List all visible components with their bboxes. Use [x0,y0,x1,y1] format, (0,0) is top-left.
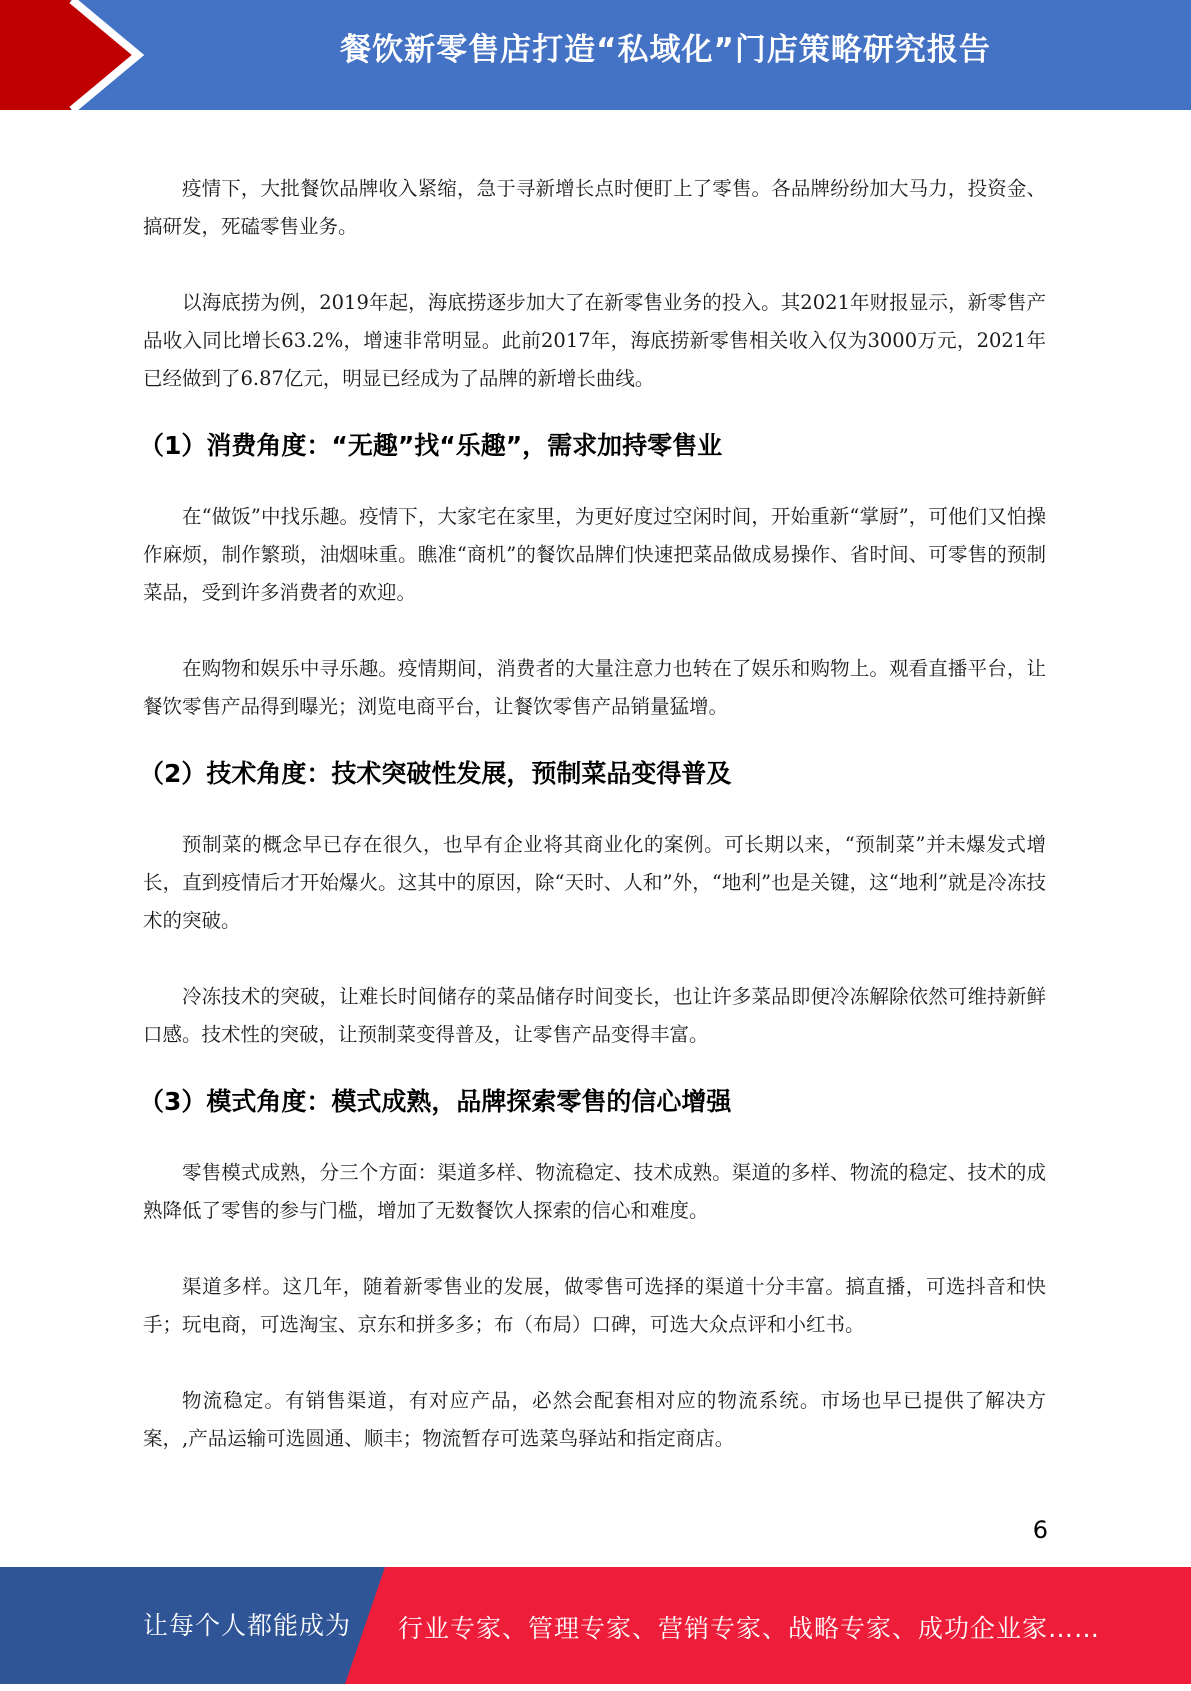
paragraph: 在“做饭”中找乐趣。疫情下，大家宅在家里，为更好度过空闲时间，开始重新“掌厨”，可他们又怕操作麻烦，制作繁琐，油烟味重。瞧准“商机”的餐饮品牌们快速把菜品做成易操作、省时间、可零售的预制菜品，受到许多消费者的欢迎。 [143,505,1046,604]
report-title: 餐饮新零售店打造“私域化”门店策略研究报告 [340,32,991,68]
paragraph: 预制菜的概念早已存在很久，也早有企业将其商业化的案例。可长期以来，“预制菜”并未爆发式增长，直到疫情后才开始爆火。这其中的原因，除“天时、人和”外，“地利”也是关键，这“地利”就是冷冻技术的突破。 [143,833,1046,932]
paragraph: 渠道多样。这几年，随着新零售业的发展，做零售可选择的渠道十分丰富。搞直播，可选抖音和快手；玩电商，可选淘宝、京东和拼多多；布（布局）口碑，可选大众点评和小红书。 [143,1275,1046,1336]
footer-banner [0,1567,1191,1684]
paragraph: 在购物和娱乐中寻乐趣。疫情期间，消费者的大量注意力也转在了娱乐和购物上。观看直播平台，让餐饮零售产品得到曝光；浏览电商平台，让餐饮零售产品销量猛增。 [143,657,1046,718]
page-number: 6 [1032,1516,1048,1544]
paragraph: 物流稳定。有销售渠道，有对应产品，必然会配套相对应的物流系统。市场也早已提供了解决方案，,产品运输可选圆通、顺丰；物流暂存可选菜鸟驿站和指定商店。 [143,1389,1046,1450]
footer-slogan-left: 让每个人都能成为 [143,1611,352,1640]
section-heading: （1）消费角度：“无趣”找“乐趣”，需求加持零售业 [139,431,723,460]
header-bar [0,0,1191,110]
page-content [139,170,1046,1496]
header-arrow-decoration [0,0,160,110]
footer-slogan-right: 行业专家、管理专家、营销专家、战略专家、成功企业家…… [398,1614,1101,1643]
paragraph: 零售模式成熟，分三个方面：渠道多样、物流稳定、技术成熟。渠道的多样、物流的稳定、技术的成熟降低了零售的参与门槛，增加了无数餐饮人探索的信心和难度。 [143,1161,1046,1222]
section-heading: （3）模式角度：模式成熟，品牌探索零售的信心增强 [139,1087,732,1116]
paragraph: 疫情下，大批餐饮品牌收入紧缩，急于寻新增长点时便盯上了零售。各品牌纷纷加大马力，投资金、搞研发，死磕零售业务。 [143,177,1046,238]
paragraph: 冷冻技术的突破，让难长时间储存的菜品储存时间变长，也让许多菜品即便冷冻解除依然可维持新鲜口感。技术性的突破，让预制菜变得普及，让零售产品变得丰富。 [143,985,1046,1046]
paragraph: 以海底捞为例，2019年起，海底捞逐步加大了在新零售业务的投入。其2021年财报显示，新零售产品收入同比增长63.2%，增速非常明显。此前2017年，海底捞新零售相关收入仅为3000万元，2021年已经做到了6.87亿元，明显已经成为了品牌的新增长曲线。 [143,291,1046,390]
section-heading: （2）技术角度：技术突破性发展，预制菜品变得普及 [139,759,732,788]
